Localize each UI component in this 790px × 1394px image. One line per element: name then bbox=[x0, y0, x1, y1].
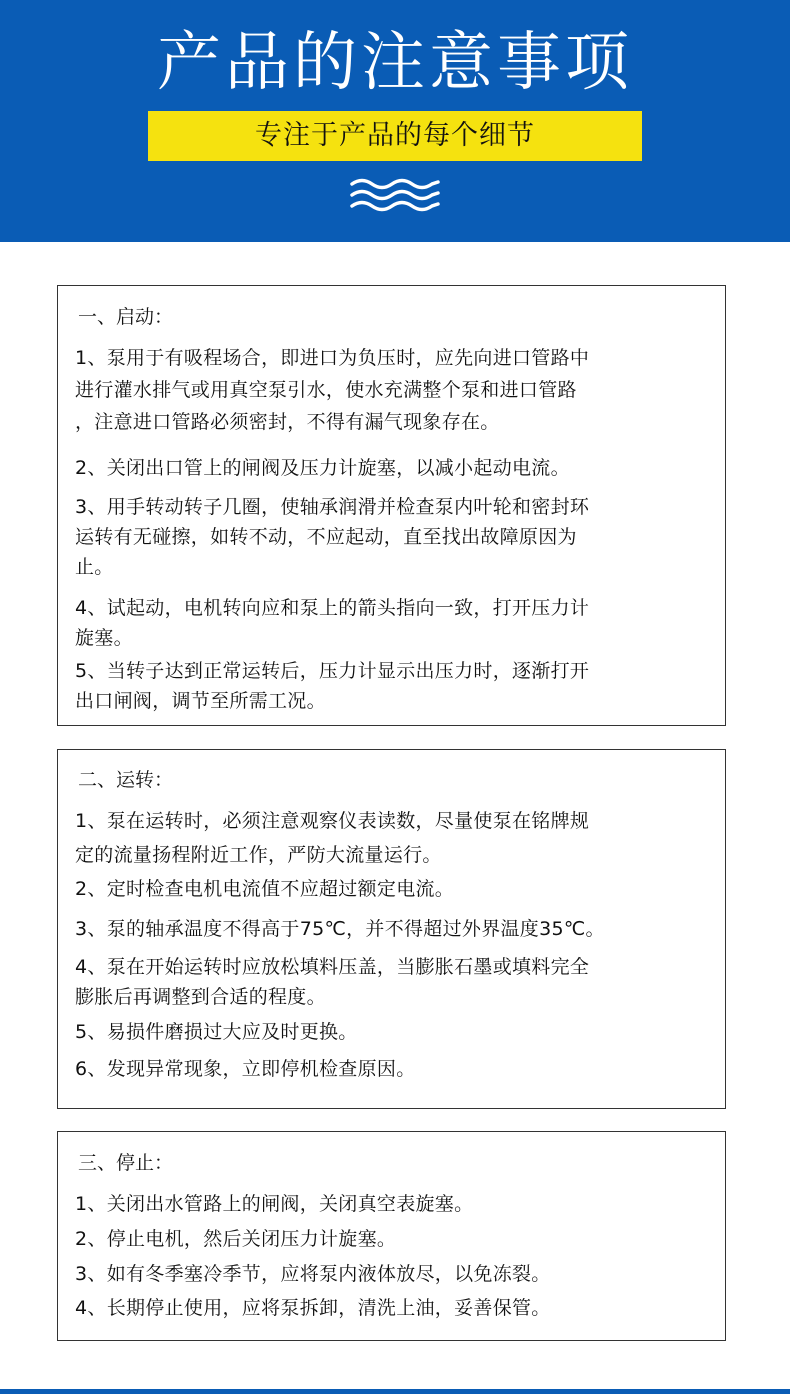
list-item: 1、泵在运转时，必须注意观察仪表读数，尽量使泵在铭牌规 bbox=[75, 810, 590, 832]
list-item: 3、如有冬季塞冷季节，应将泵内液体放尽，以免冻裂。 bbox=[75, 1263, 551, 1285]
bottom-rule bbox=[0, 1389, 790, 1394]
list-item: 1、泵用于有吸程场合，即进口为负压时，应先向进口管路中 bbox=[75, 347, 590, 369]
header-banner bbox=[0, 0, 790, 242]
list-item: 出口闸阀，调节至所需工况。 bbox=[75, 690, 326, 712]
list-item: 3、用手转动转子几圈，使轴承润滑并检查泵内叶轮和密封环 bbox=[75, 496, 590, 518]
section-title: 二、运转： bbox=[78, 769, 174, 791]
list-item: 2、关闭出口管上的闸阀及压力计旋塞，以减小起动电流。 bbox=[75, 457, 570, 479]
list-item: 定的流量扬程附近工作，严防大流量运行。 bbox=[75, 844, 442, 866]
section-stopping bbox=[57, 1131, 726, 1341]
wave-icon bbox=[350, 178, 440, 212]
list-item: 6、发现异常现象，立即停机检查原因。 bbox=[75, 1058, 416, 1080]
list-item: 5、易损件磨损过大应及时更换。 bbox=[75, 1021, 358, 1043]
list-item: 进行灌水排气或用真空泵引水，使水充满整个泵和进口管路 bbox=[75, 379, 577, 401]
section-title: 三、停止： bbox=[78, 1152, 174, 1174]
list-item: 1、关闭出水管路上的闸阀，关闭真空表旋塞。 bbox=[75, 1193, 474, 1215]
list-item: 2、停止电机，然后关闭压力计旋塞。 bbox=[75, 1228, 397, 1250]
list-item: 4、泵在开始运转时应放松填料压盖，当膨胀石墨或填料完全 bbox=[75, 956, 590, 978]
list-item: 4、长期停止使用，应将泵拆卸，清洗上油，妥善保管。 bbox=[75, 1297, 551, 1319]
list-item: 2、定时检查电机电流值不应超过额定电流。 bbox=[75, 878, 455, 900]
list-item: 运转有无碰擦，如转不动，不应起动，直至找出故障原因为 bbox=[75, 526, 577, 548]
subtitle-banner: 专注于产品的每个细节 bbox=[148, 111, 642, 161]
list-item: 旋塞。 bbox=[75, 627, 133, 649]
page-title: 产品的注意事项 bbox=[157, 26, 633, 100]
list-item: 4、试起动，电机转向应和泵上的箭头指向一致，打开压力计 bbox=[75, 597, 590, 619]
list-item: 5、当转子达到正常运转后，压力计显示出压力时，逐渐打开 bbox=[75, 660, 590, 682]
section-title: 一、启动： bbox=[78, 306, 174, 328]
list-item: 止。 bbox=[75, 556, 114, 578]
section-running bbox=[57, 749, 726, 1109]
list-item: 膨胀后再调整到合适的程度。 bbox=[75, 986, 326, 1008]
list-item: 3、泵的轴承温度不得高于75℃，并不得超过外界温度35℃。 bbox=[75, 918, 605, 940]
section-startup bbox=[57, 285, 726, 726]
list-item: ，注意进口管路必须密封，不得有漏气现象存在。 bbox=[75, 411, 500, 433]
